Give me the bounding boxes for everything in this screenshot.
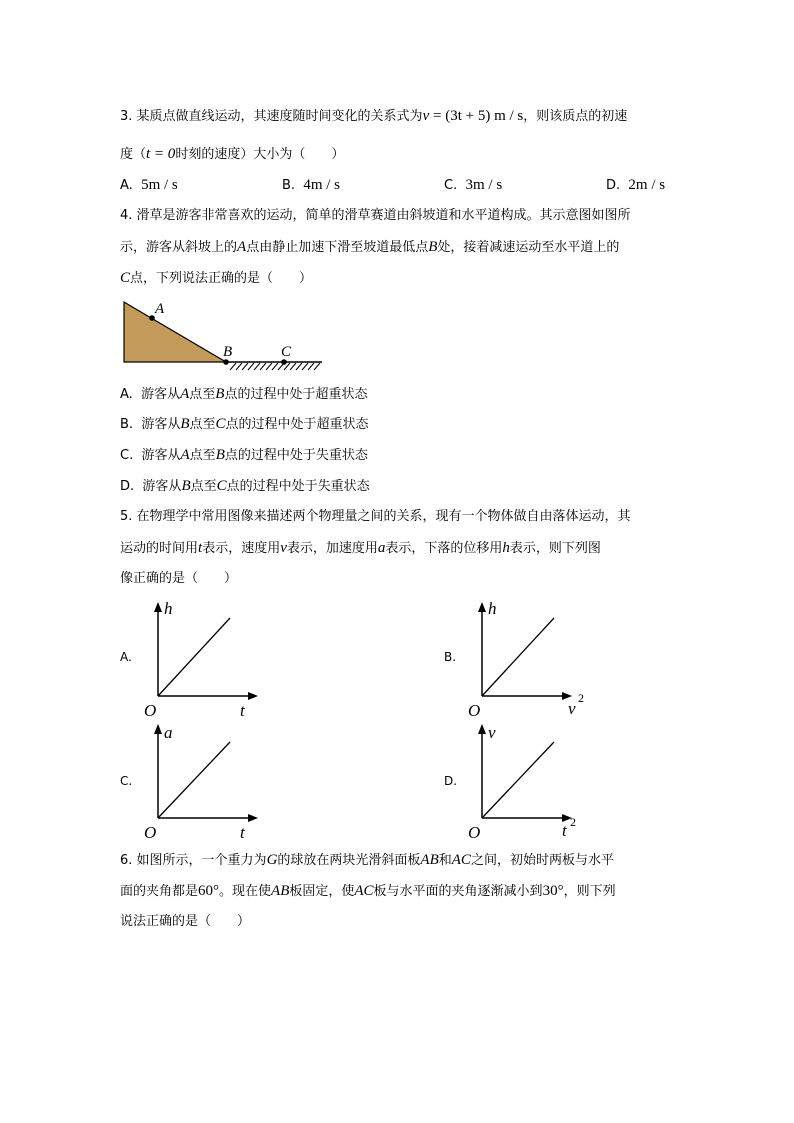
q4-number: 4. bbox=[120, 208, 133, 223]
q5-graph-b-xlabel: v bbox=[568, 699, 576, 718]
q3-line1: 3. 某质点做直线运动，其速度随时间变化的关系式为v = (3t + 5) m / s，则该质点的初速 bbox=[120, 108, 628, 124]
q5-graph-b-line bbox=[482, 618, 554, 696]
q4-label-b: B bbox=[223, 344, 233, 360]
q6-line2: 面的夹角都是60°。现在使AB板固定，使AC板与水平面的夹角逐渐减小到30°，则下列 bbox=[120, 883, 616, 899]
q5-option-d-label[interactable]: D. bbox=[444, 774, 458, 788]
q5-graph-a-line bbox=[158, 618, 230, 696]
q6-number: 6. bbox=[120, 853, 133, 868]
q3-formula-body: (3t + 5) bbox=[445, 108, 491, 124]
q5-graph-c-line bbox=[158, 742, 230, 818]
q5-graph-b[interactable] bbox=[462, 600, 592, 722]
q5-graph-c-ylabel: a bbox=[164, 723, 173, 742]
q5-graph-c-xlabel: t bbox=[240, 823, 245, 842]
q4-ground-hatch bbox=[230, 363, 320, 370]
q5-line3: 像正确的是（ ） bbox=[120, 571, 238, 586]
q3-number: 3. bbox=[120, 109, 133, 124]
q5-graph-b-ylabel: h bbox=[488, 600, 497, 618]
q4-point-c-dot bbox=[281, 359, 287, 365]
q3-option-c[interactable]: C. 3m / s bbox=[444, 177, 503, 193]
q5-graph-b-xlabel-sup: 2 bbox=[578, 691, 584, 705]
q3-t-expr: t = 0 bbox=[146, 146, 176, 162]
q4-line1: 4. 滑草是游客非常喜欢的运动，简单的滑草赛道由斜坡道和水平道构成。其示意图如图所 bbox=[120, 208, 631, 223]
q4-option-a[interactable]: A. 游客从A点至B点的过程中处于超重状态 bbox=[120, 386, 368, 402]
q5-graph-c[interactable] bbox=[138, 722, 263, 844]
q3-formula-v: v bbox=[422, 108, 430, 124]
q5-line1: 5. 在物理学中常用图像来描述两个物理量之间的关系，现有一个物体做自由落体运动，其 bbox=[120, 509, 631, 524]
q5-option-b-label[interactable]: B. bbox=[444, 650, 457, 664]
q5-graph-d-line bbox=[482, 742, 554, 818]
q5-graph-a-origin: O bbox=[144, 701, 157, 720]
q3-option-d[interactable]: D. 2m / s bbox=[606, 177, 666, 193]
q4-option-b[interactable]: B. 游客从B点至C点的过程中处于超重状态 bbox=[120, 416, 369, 432]
q5-graph-d-ylabel: v bbox=[488, 723, 496, 742]
q5-graph-d[interactable] bbox=[462, 722, 592, 844]
q4-point-b-dot bbox=[223, 359, 229, 365]
q5-option-a-label[interactable]: A. bbox=[120, 650, 132, 664]
q4-line3: C点，下列说法正确的是（ ） bbox=[120, 270, 313, 286]
q3-option-a[interactable]: A. 5m / s bbox=[120, 177, 178, 193]
q4-option-c[interactable]: C. 游客从A点至B点的过程中处于失重状态 bbox=[120, 447, 368, 463]
q5-graph-a-ylabel: h bbox=[164, 600, 173, 618]
q4-label-a: A bbox=[155, 301, 165, 317]
q5-graph-a[interactable] bbox=[138, 600, 263, 722]
q5-graph-c-origin: O bbox=[144, 823, 157, 842]
q4-point-a-dot bbox=[149, 315, 155, 321]
q5-line2: 运动的时间用t表示，速度用v表示，加速度用a表示，下落的位移用h表示，则下列图 bbox=[120, 540, 601, 556]
q5-number: 5. bbox=[120, 509, 133, 524]
q3-line2: 度（t = 0时刻的速度）大小为（ ） bbox=[120, 146, 345, 162]
q4-slope bbox=[124, 302, 226, 362]
q4-line2: 示，游客从斜坡上的A点由静止加速下滑至坡道最低点B处，接着减速运动至水平道上的 bbox=[120, 239, 620, 255]
q3-option-b[interactable]: B. 4m / s bbox=[282, 177, 341, 193]
q5-graph-d-xlabel: t bbox=[562, 821, 567, 840]
q5-graph-d-origin: O bbox=[468, 823, 481, 842]
q6-line3: 说法正确的是（ ） bbox=[120, 914, 251, 929]
q5-option-c-label[interactable]: C. bbox=[120, 774, 133, 788]
q5-graph-a-xlabel: t bbox=[240, 701, 245, 720]
q5-graph-d-xlabel-sup: 2 bbox=[570, 815, 576, 829]
q4-slope-diagram bbox=[118, 296, 338, 374]
q4-option-d[interactable]: D. 游客从B点至C点的过程中处于失重状态 bbox=[120, 478, 370, 494]
q6-line1: 6. 如图所示，一个重力为G的球放在两块光滑斜面板AB和AC之间，初始时两板与水平 bbox=[120, 852, 614, 868]
q5-graph-b-origin: O bbox=[468, 701, 481, 720]
q4-label-c: C bbox=[281, 344, 292, 360]
